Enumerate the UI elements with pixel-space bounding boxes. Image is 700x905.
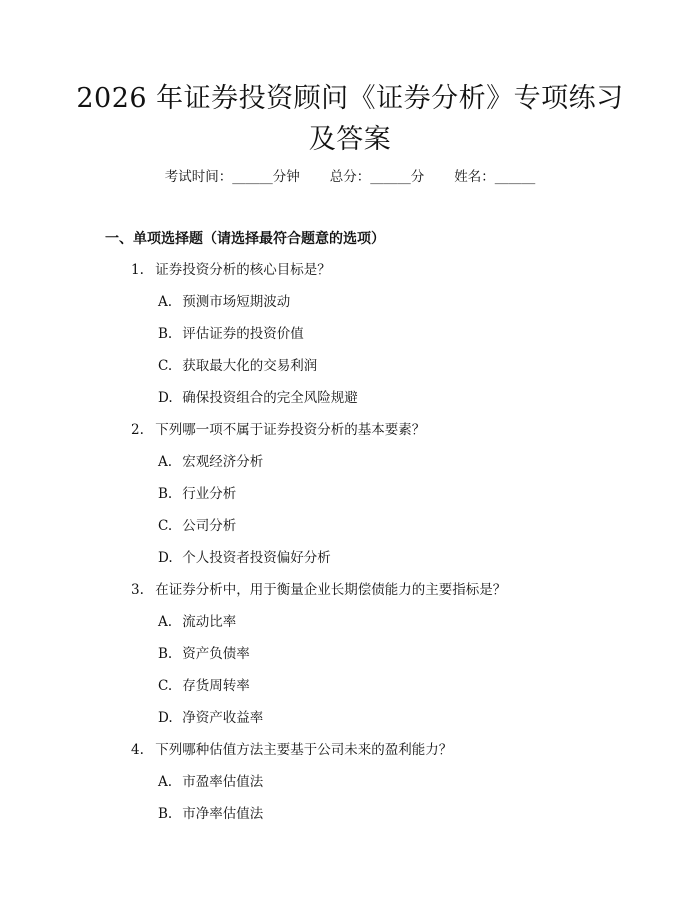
option-letter: A. — [158, 294, 173, 310]
option-letter: D. — [158, 550, 173, 566]
option-letter: B. — [158, 486, 173, 502]
option-letter: C. — [158, 678, 173, 694]
option-3b — [158, 644, 250, 664]
question-text: 证券投资分析的核心目标是？ — [155, 262, 331, 278]
option-2a — [158, 452, 263, 472]
exam-time-field: 考试时间：______分钟 — [164, 169, 300, 185]
option-text: 市净率估值法 — [182, 806, 264, 822]
option-1b — [158, 324, 304, 344]
option-text: 个人投资者投资偏好分析 — [182, 550, 331, 566]
option-text: 市盈率估值法 — [182, 774, 264, 790]
option-4a — [158, 772, 263, 792]
option-3c — [158, 676, 250, 696]
title-line-1: 2026 年证券投资顾问《证券分析》专项练习 — [76, 83, 624, 114]
question-number: 4. — [131, 742, 144, 758]
option-text: 流动比率 — [182, 614, 237, 630]
option-letter: A. — [158, 614, 173, 630]
question-number: 3. — [131, 582, 144, 598]
option-text: 资产负债率 — [182, 646, 250, 662]
option-text: 净资产收益率 — [182, 710, 264, 726]
option-1a — [158, 292, 290, 312]
option-letter: A. — [158, 454, 173, 470]
option-text: 获取最大化的交易利润 — [182, 358, 318, 374]
question-number: 2. — [131, 422, 144, 438]
option-text: 行业分析 — [182, 486, 237, 502]
option-3a — [158, 612, 236, 632]
question-number: 1. — [131, 262, 144, 278]
question-3 — [131, 580, 506, 600]
name-field: 姓名：______ — [454, 169, 536, 185]
option-text: 确保投资组合的完全风险规避 — [182, 390, 358, 406]
option-3d — [158, 708, 263, 728]
option-text: 存货周转率 — [182, 678, 250, 694]
question-2 — [131, 420, 425, 440]
title-line-2: 及答案 — [308, 124, 392, 155]
option-2c — [158, 516, 236, 536]
option-2d — [158, 548, 331, 568]
question-text: 在证券分析中，用于衡量企业长期偿债能力的主要指标是？ — [155, 582, 507, 598]
question-text: 下列哪一项不属于证券投资分析的基本要素？ — [155, 422, 426, 438]
option-letter: A. — [158, 774, 173, 790]
option-1d — [158, 388, 358, 408]
question-4 — [131, 740, 452, 760]
exam-info — [0, 167, 700, 187]
option-text: 评估证券的投资价值 — [182, 326, 304, 342]
option-2b — [158, 484, 236, 504]
document-title — [0, 78, 700, 160]
option-letter: D. — [158, 390, 173, 406]
section-heading: 一、单项选择题（请选择最符合题意的选项） — [105, 231, 385, 247]
option-letter: B. — [158, 326, 173, 342]
total-score-field: 总分：______分 — [329, 169, 425, 185]
option-letter: C. — [158, 518, 173, 534]
option-letter: D. — [158, 710, 173, 726]
option-1c — [158, 356, 317, 376]
option-letter: C. — [158, 358, 173, 374]
option-4b — [158, 804, 263, 824]
option-text: 宏观经济分析 — [182, 454, 264, 470]
option-letter: B. — [158, 806, 173, 822]
option-text: 预测市场短期波动 — [182, 294, 291, 310]
question-text: 下列哪种估值方法主要基于公司未来的盈利能力？ — [155, 742, 453, 758]
question-1 — [131, 260, 331, 280]
option-text: 公司分析 — [182, 518, 237, 534]
option-letter: B. — [158, 646, 173, 662]
